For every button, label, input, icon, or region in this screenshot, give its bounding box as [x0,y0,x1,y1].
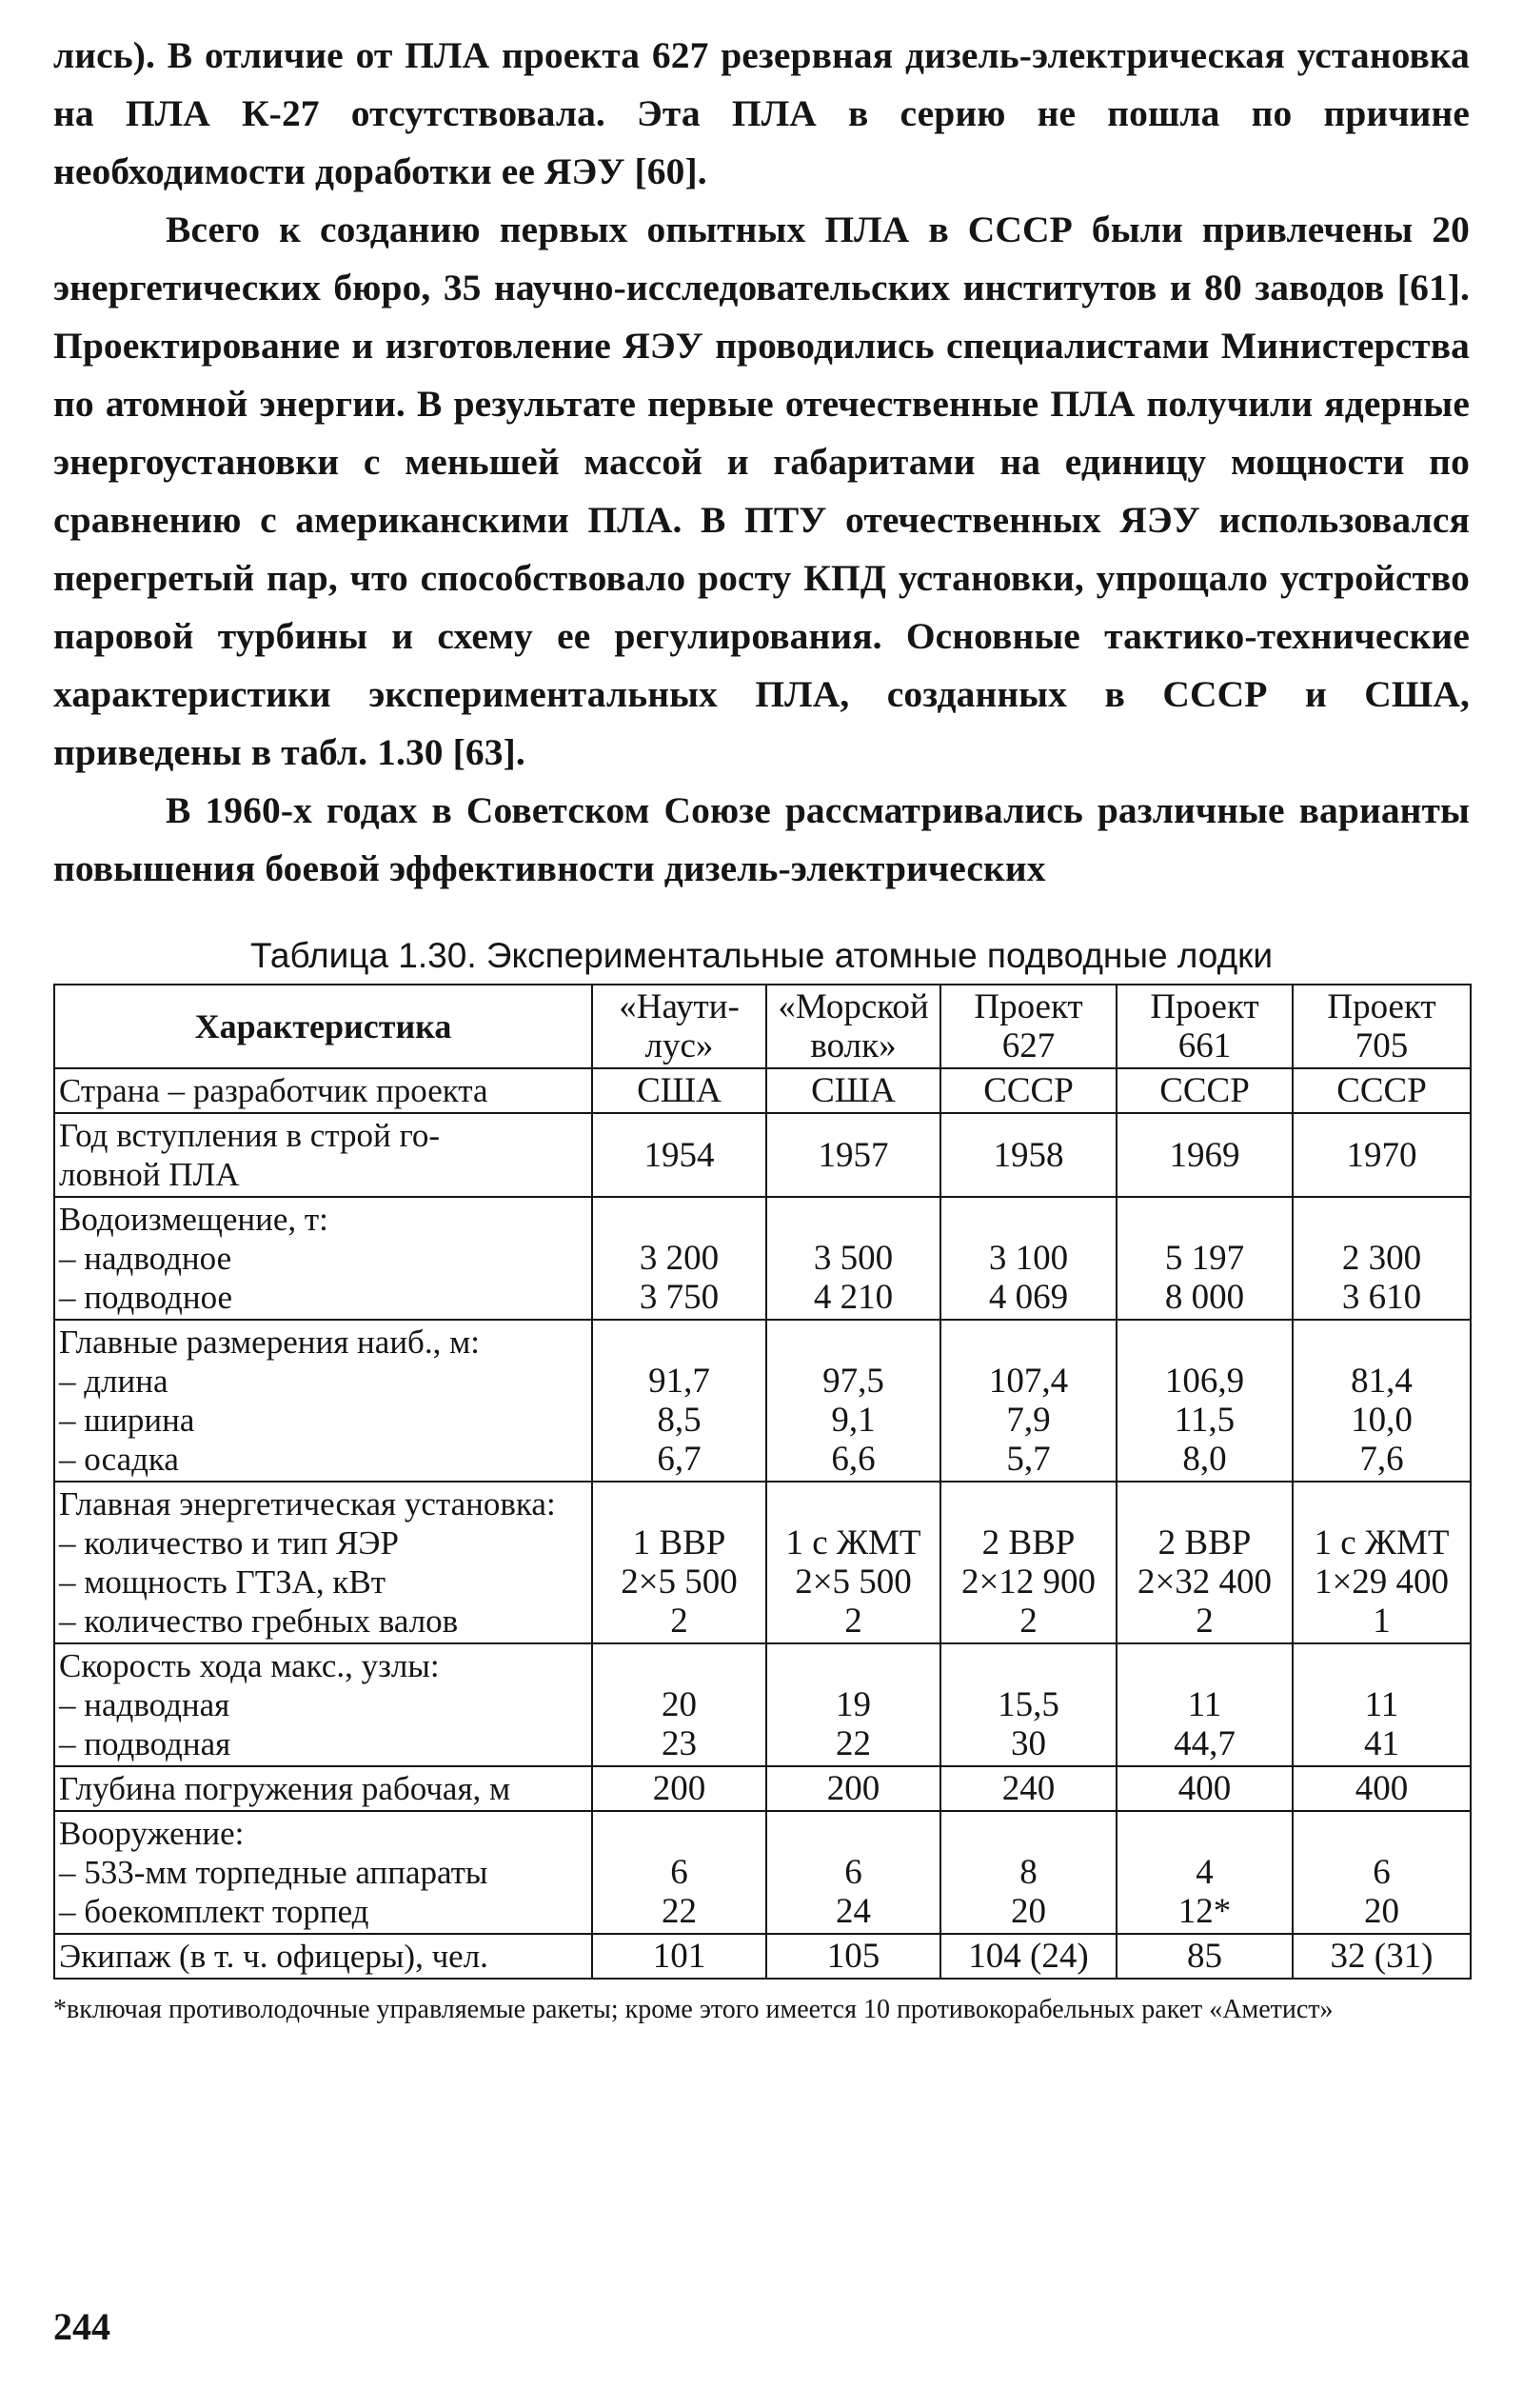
row-label-line: – подводное [59,1279,233,1316]
value-cell [940,1068,1117,1113]
value-cell [1293,1643,1471,1766]
table-caption: Таблица 1.30. Экспериментальные атомные подводные лодки [249,936,1274,975]
value-cell [592,1113,766,1197]
cell-value: 5 197 [1164,1239,1245,1278]
cell-value: 2 [1196,1602,1214,1641]
cell-value: 1 с ЖМТ [1314,1523,1450,1562]
value-cell [940,1811,1117,1934]
cell-value [597,1646,762,1685]
cell-value [597,1814,762,1853]
cell-value: 1958 [993,1135,1064,1175]
value-cell [1117,1643,1293,1766]
table-row [54,1113,1471,1197]
cell-value [771,1814,936,1853]
paragraph-1: лись). В отличие от ПЛА проекта 627 резервная дизель-электрическая установка на ПЛА К-27 отсутствовала. Эта ПЛА в серию не пошла по причине необходимости доработки ее ЯЭУ [60]. [53,34,1470,192]
value-cell [1117,1113,1293,1197]
cell-value: 97,5 [822,1362,884,1401]
header-project-661 [1117,985,1293,1068]
cell-value: 44,7 [1174,1724,1236,1763]
row-label-line: Экипаж (в т. ч. офицеры), чел. [59,1938,488,1975]
value-cell [592,1811,766,1934]
cell-value: 24 [836,1892,871,1931]
value-cell [592,1320,766,1482]
row-label-line: ловной ПЛА [59,1156,240,1193]
cell-value: 1957 [818,1135,889,1175]
row-label-line: – осадка [59,1441,179,1478]
value-cell [592,1197,766,1320]
cell-value: 6 [844,1853,862,1892]
value-cell [766,1643,940,1766]
cell-value: 200 [826,1769,880,1808]
row-label [54,1113,592,1197]
value-cell [766,1197,940,1320]
cell-value: 20 [1364,1892,1399,1931]
value-cell [1117,1320,1293,1482]
page-number: 244 [53,2305,110,2348]
cell-value [1297,1814,1466,1853]
value-cell [940,1934,1117,1979]
cell-value [945,1814,1112,1853]
row-label-line: Главная энергетическая установка: [59,1485,556,1522]
cell-value: 2×12 900 [960,1562,1097,1602]
cell-value: 1 с ЖМТ [785,1523,921,1562]
cell-value: 22 [662,1892,697,1931]
header-line: лус» [644,1026,714,1065]
value-cell [1293,1197,1471,1320]
cell-value [771,1646,936,1685]
cell-value: 2 [670,1602,688,1641]
value-cell [940,1197,1117,1320]
value-cell [592,1643,766,1766]
cell-value: 6,6 [831,1440,876,1479]
cell-value: 12* [1177,1892,1232,1931]
value-cell [766,1320,940,1482]
cell-value: 1 [1373,1602,1391,1641]
cell-value [1297,1323,1466,1362]
value-cell [592,1766,766,1811]
cell-value [597,1323,762,1362]
cell-value: 106,9 [1164,1362,1245,1401]
value-cell [1293,1113,1471,1197]
row-label [54,1197,592,1320]
table-footnote: *включая противолодочные управляемые ракеты; кроме этого имеется 10 противокорабельных ракет «Аметист» [53,1995,1334,2024]
cell-value: СССР [1159,1071,1250,1110]
cell-value: 240 [1001,1769,1056,1808]
page [53,27,1470,2029]
header-line: Проект [1150,987,1259,1026]
cell-value: 11 [1187,1685,1222,1724]
header-characteristic: Характеристика [54,985,592,1068]
cell-value: 30 [1011,1724,1046,1763]
cell-value [1297,1200,1466,1239]
cell-value: 20 [1011,1892,1046,1931]
cell-value: 3 750 [639,1278,720,1317]
cell-value: 19 [836,1685,871,1724]
table-body [54,1068,1471,1979]
cell-value: 1×29 400 [1314,1562,1450,1602]
cell-value: 2 [1019,1602,1038,1641]
table-row [54,1068,1471,1113]
cell-value: 6 [670,1853,688,1892]
row-label [54,1811,592,1934]
value-cell [1117,1197,1293,1320]
cell-value: США [637,1071,722,1110]
cell-value [771,1200,936,1239]
value-cell [592,1482,766,1643]
value-cell [1117,1811,1293,1934]
table-row [54,1482,1471,1643]
row-label [54,1643,592,1766]
header-nautilus [592,985,766,1068]
cell-value: СССР [983,1071,1074,1110]
paragraph-3: В 1960-х годах в Советском Союзе рассматривались различные варианты повышения боевой эффективности дизель-электрических [53,789,1470,889]
header-line: волк» [810,1026,897,1065]
cell-value: 105 [826,1937,880,1976]
value-cell [766,1811,940,1934]
paragraph-2: Всего к созданию первых опытных ПЛА в СССР были привлечены 20 энергетических бюро, 35 научно-исследовательских институтов и 80 заводов [61]. Проектирование и изготовление ЯЭУ проводились специалистами Министерства по атомной энергии. В результате первые отечественные ПЛА получили ядерные энергоустановки с меньшей массой и габаритами на единицу мощности по сравнению с американскими ПЛА. В ПТУ отечественных ЯЭУ использовался перегретый пар, что способствовало росту КПД установки, упрощало устройство паровой турбины и схему ее регулирования. Основные тактико-технические характеристики экспериментальных ПЛА, созданных в СССР и США, приведены в табл. 1.30 [63]. [53,209,1470,773]
header-seawolf [766,985,940,1068]
cell-value: 9,1 [831,1401,876,1440]
cell-value: 7,6 [1359,1440,1404,1479]
cell-value: 8,5 [657,1401,702,1440]
value-cell [1293,1320,1471,1482]
cell-value: 3 200 [639,1239,720,1278]
value-cell [766,1934,940,1979]
row-label [54,1482,592,1643]
cell-value: 4 [1196,1853,1214,1892]
value-cell [940,1320,1117,1482]
row-label [54,1766,592,1811]
table-row [54,1934,1471,1979]
cell-value: 7,9 [1006,1401,1051,1440]
cell-value: 81,4 [1351,1362,1413,1401]
cell-value [945,1200,1112,1239]
header-line: 627 [1001,1026,1056,1065]
header-line: «Морской [778,987,929,1026]
row-label-line: – количество и тип ЯЭР [59,1524,399,1562]
cell-value: 104 (24) [968,1937,1089,1976]
table-header-row [54,985,1471,1068]
row-label-line: – мощность ГТЗА, кВт [59,1563,386,1601]
cell-value: 91,7 [648,1362,710,1401]
cell-value: 2×5 500 [621,1562,738,1602]
row-label-line: – 533-мм торпедные аппараты [59,1854,488,1891]
cell-value: 4 210 [813,1278,894,1317]
cell-value: 23 [662,1724,697,1763]
cell-value [1297,1484,1466,1523]
value-cell [1117,1934,1293,1979]
cell-value: 400 [1177,1769,1232,1808]
row-label-line: – ширина [59,1402,195,1439]
cell-value [1121,1484,1288,1523]
cell-value [1121,1323,1288,1362]
value-cell [766,1068,940,1113]
cell-value: 22 [836,1724,871,1763]
value-cell [1293,1766,1471,1811]
cell-value: 1970 [1346,1135,1417,1175]
value-cell [1293,1068,1471,1113]
cell-value: 2×32 400 [1137,1562,1273,1602]
row-label [54,1934,592,1979]
cell-value [771,1323,936,1362]
row-label-line: Вооружение: [59,1815,245,1852]
cell-value: 2 300 [1341,1239,1422,1278]
cell-value [1121,1646,1288,1685]
row-label-line: – боекомплект торпед [59,1893,369,1930]
cell-value: 2 [844,1602,862,1641]
cell-value: 10,0 [1351,1401,1413,1440]
cell-value: 32 (31) [1330,1937,1434,1976]
value-cell [1117,1482,1293,1643]
cell-value: 1954 [643,1135,715,1175]
cell-value: 2 ВВР [981,1523,1076,1562]
header-line: Проект [974,987,1083,1026]
cell-value: 41 [1364,1724,1399,1763]
cell-value [1121,1814,1288,1853]
table-row [54,1320,1471,1482]
row-label-line: Скорость хода макс., узлы: [59,1647,440,1684]
cell-value: 200 [652,1769,706,1808]
cell-value: 85 [1187,1937,1222,1976]
cell-value [945,1646,1112,1685]
header-line: «Наути- [619,987,740,1026]
cell-value: 8 000 [1164,1278,1245,1317]
cell-value: 2 ВВР [1157,1523,1252,1562]
header-line: 661 [1177,1026,1232,1065]
row-label [54,1068,592,1113]
cell-value [1121,1200,1288,1239]
cell-value: 3 100 [988,1239,1069,1278]
cell-value: 11,5 [1174,1401,1236,1440]
value-cell [940,1482,1117,1643]
cell-value: США [811,1071,896,1110]
cell-value: 1 ВВР [632,1523,726,1562]
row-label-line: – надводная [59,1686,230,1723]
value-cell [592,1934,766,1979]
row-label-line: Глубина погружения рабочая, м [59,1770,511,1807]
value-cell [766,1766,940,1811]
cell-value: 3 500 [813,1239,894,1278]
value-cell [1293,1482,1471,1643]
cell-value [597,1200,762,1239]
cell-value [945,1484,1112,1523]
row-label-line: Год вступления в строй го- [59,1117,441,1154]
value-cell [940,1643,1117,1766]
cell-value: 400 [1355,1769,1409,1808]
cell-value: 6,7 [657,1440,702,1479]
table-row [54,1197,1471,1320]
header-project-705 [1293,985,1471,1068]
value-cell [1293,1811,1471,1934]
cell-value: 8 [1019,1853,1038,1892]
cell-value: 2×5 500 [795,1562,912,1602]
row-label-line: – длина [59,1363,168,1400]
cell-value: 11 [1364,1685,1399,1724]
cell-value [771,1484,936,1523]
cell-value: 5,7 [1006,1440,1051,1479]
cell-value [945,1323,1112,1362]
header-line: Проект [1327,987,1436,1026]
cell-value: 20 [662,1685,697,1724]
cell-value: 3 610 [1341,1278,1422,1317]
row-label-line: Водоизмещение, т: [59,1201,328,1238]
value-cell [1293,1934,1471,1979]
cell-value [1297,1646,1466,1685]
cell-value: 15,5 [998,1685,1059,1724]
cell-value [597,1484,762,1523]
header-line: 705 [1355,1026,1409,1065]
table-row [54,1643,1471,1766]
cell-value: 4 069 [988,1278,1069,1317]
cell-value: СССР [1336,1071,1427,1110]
value-cell [766,1482,940,1643]
cell-value: 1969 [1169,1135,1240,1175]
cell-value: 107,4 [988,1362,1069,1401]
value-cell [940,1766,1117,1811]
value-cell [1117,1766,1293,1811]
row-label-line: – подводная [59,1725,231,1762]
row-label-line: Главные размерения наиб., м: [59,1323,480,1361]
table-row [54,1811,1471,1934]
value-cell [766,1113,940,1197]
value-cell [1117,1068,1293,1113]
header-project-627 [940,985,1117,1068]
row-label-line: – надводное [59,1240,232,1277]
value-cell [592,1068,766,1113]
row-label [54,1320,592,1482]
value-cell [940,1113,1117,1197]
cell-value: 101 [652,1937,706,1976]
row-label-line: – количество гребных валов [59,1602,459,1640]
row-label-line: Страна – разработчик проекта [59,1072,488,1109]
cell-value: 8,0 [1182,1440,1227,1479]
table-row [54,1766,1471,1811]
data-table [53,984,1472,1980]
cell-value: 6 [1373,1853,1391,1892]
